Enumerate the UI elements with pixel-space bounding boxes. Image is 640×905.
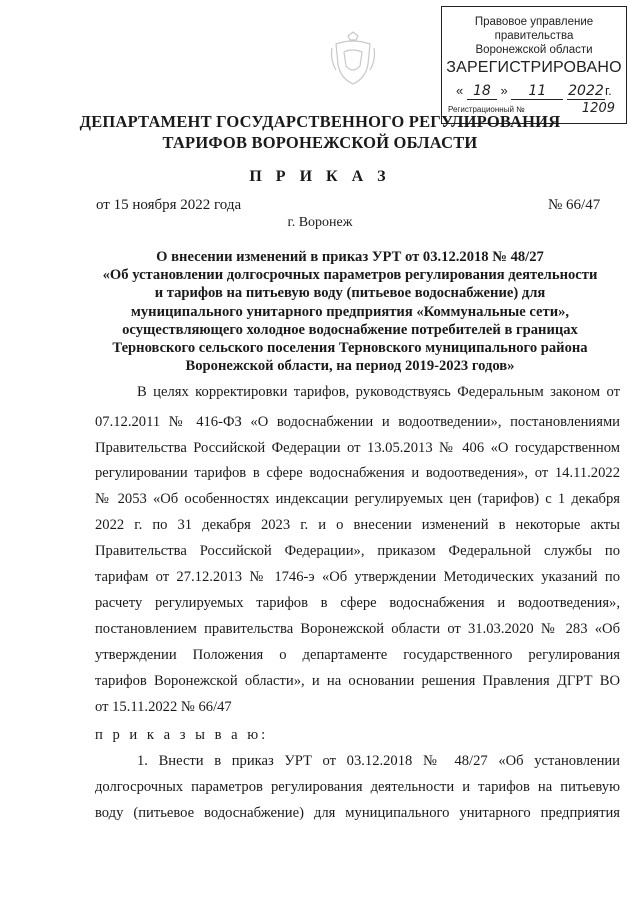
stamp-reg-number-label: Регистрационный № [448, 105, 525, 114]
preamble-line: тарифов Воронежской области», и на основании решения Правления ДГРТ ВО [95, 673, 620, 689]
preamble-line: расчету регулируемых тарифов в сфере водоснабжения и водоотведения», [95, 595, 620, 611]
item-line: 1. Внести в приказ УРТ от 03.12.2018 № 48/27 «Об установлении [137, 753, 620, 769]
stamp-year: 2022 [568, 83, 604, 99]
registration-stamp [441, 6, 627, 124]
preamble-line: 07.12.2011 № 416-ФЗ «О водоснабжении и водоотведении», постановлениями [95, 414, 620, 430]
document-date: от 15 ноября 2022 года [96, 197, 242, 213]
stamp-quote-close: » [500, 83, 508, 98]
stamp-day: 18 [467, 83, 497, 100]
item-line: воду (питьевое водоснабжение) для муниципального унитарного предприятия [95, 805, 620, 821]
stamp-year-suffix: г. [604, 83, 612, 98]
item-line: долгосрочных параметров регулирования деятельности и тарифов на питьевую [95, 779, 620, 795]
title-line: Воронежской области, на период 2019-2023 годов» [185, 358, 515, 375]
preamble-line: 2022 г. по 31 декабря 2023 г. и о внесении изменений в некоторые акты [95, 517, 620, 533]
preamble-line: № 2053 «Об особенностях индексации регулируемых цен (тарифов) с 1 декабря [95, 491, 620, 507]
stamp-org-line1: Правовое управление правительства [474, 16, 594, 42]
preamble-line: регулировании тарифов в сфере водоснабжения и водоотведения», от 14.11.2022 [95, 465, 620, 481]
title-line: «Об установлении долгосрочных параметров регулирования деятельности [102, 267, 598, 284]
stamp-org-line2: Воронежской области [475, 44, 593, 56]
preamble-line: тарифам от 27.12.2013 № 1746-э «Об утверждении Методических указаний по [95, 569, 620, 585]
stamp-month: 11 [511, 83, 563, 100]
department-title-line2: ТАРИФОВ ВОРОНЕЖСКОЙ ОБЛАСТИ [162, 133, 478, 152]
title-line: муниципального унитарного предприятия «Коммунальные сети», [130, 303, 570, 320]
stamp-reg-number-value: 1209 [581, 101, 615, 116]
stamp-quote-open: « [456, 83, 464, 98]
stamp-date [456, 83, 621, 100]
preamble-line: утверждении Положения о департаменте государственного регулирования [95, 647, 620, 663]
title-line: О внесении изменений в приказ УРТ от 03.12.2018 № 48/27 [156, 249, 544, 265]
preamble-line: постановлением правительства Воронежской области от 31.03.2020 № 283 «Об [95, 621, 620, 637]
preamble-line: Правительства Российской Федерации от 13.05.2013 № 406 «О государственном [95, 440, 620, 456]
stamp-organization [442, 15, 626, 57]
title-line: и тарифов на питьевую воду (питьевое водоснабжение) для [154, 285, 546, 302]
order-word: п р и к а з ы в а ю: [95, 727, 269, 743]
title-line: осуществляющего холодное водоснабжение потребителей в границах [122, 321, 578, 338]
document-number: № 66/47 [548, 197, 601, 213]
preamble-line: Правительства Российской Федерации», приказом Федеральной службы по [95, 543, 620, 559]
department-title-line1: ДЕПАРТАМЕНТ ГОСУДАРСТВЕННОГО РЕГУЛИРОВАНИЯ [79, 112, 561, 131]
title-line: Терновского сельского поселения Терновского муниципального района [112, 340, 588, 357]
document-type: П Р И К А З [249, 168, 391, 185]
document-city: г. Воронеж [287, 215, 353, 230]
document-title [80, 248, 620, 375]
coat-of-arms-icon [330, 30, 376, 88]
stamp-registered-label: ЗАРЕГИСТРИРОВАНО [446, 59, 622, 76]
preamble-line: В целях корректировки тарифов, руководствуясь Федеральным законом от [137, 384, 620, 400]
preamble-line: от 15.11.2022 № 66/47 [95, 699, 232, 715]
